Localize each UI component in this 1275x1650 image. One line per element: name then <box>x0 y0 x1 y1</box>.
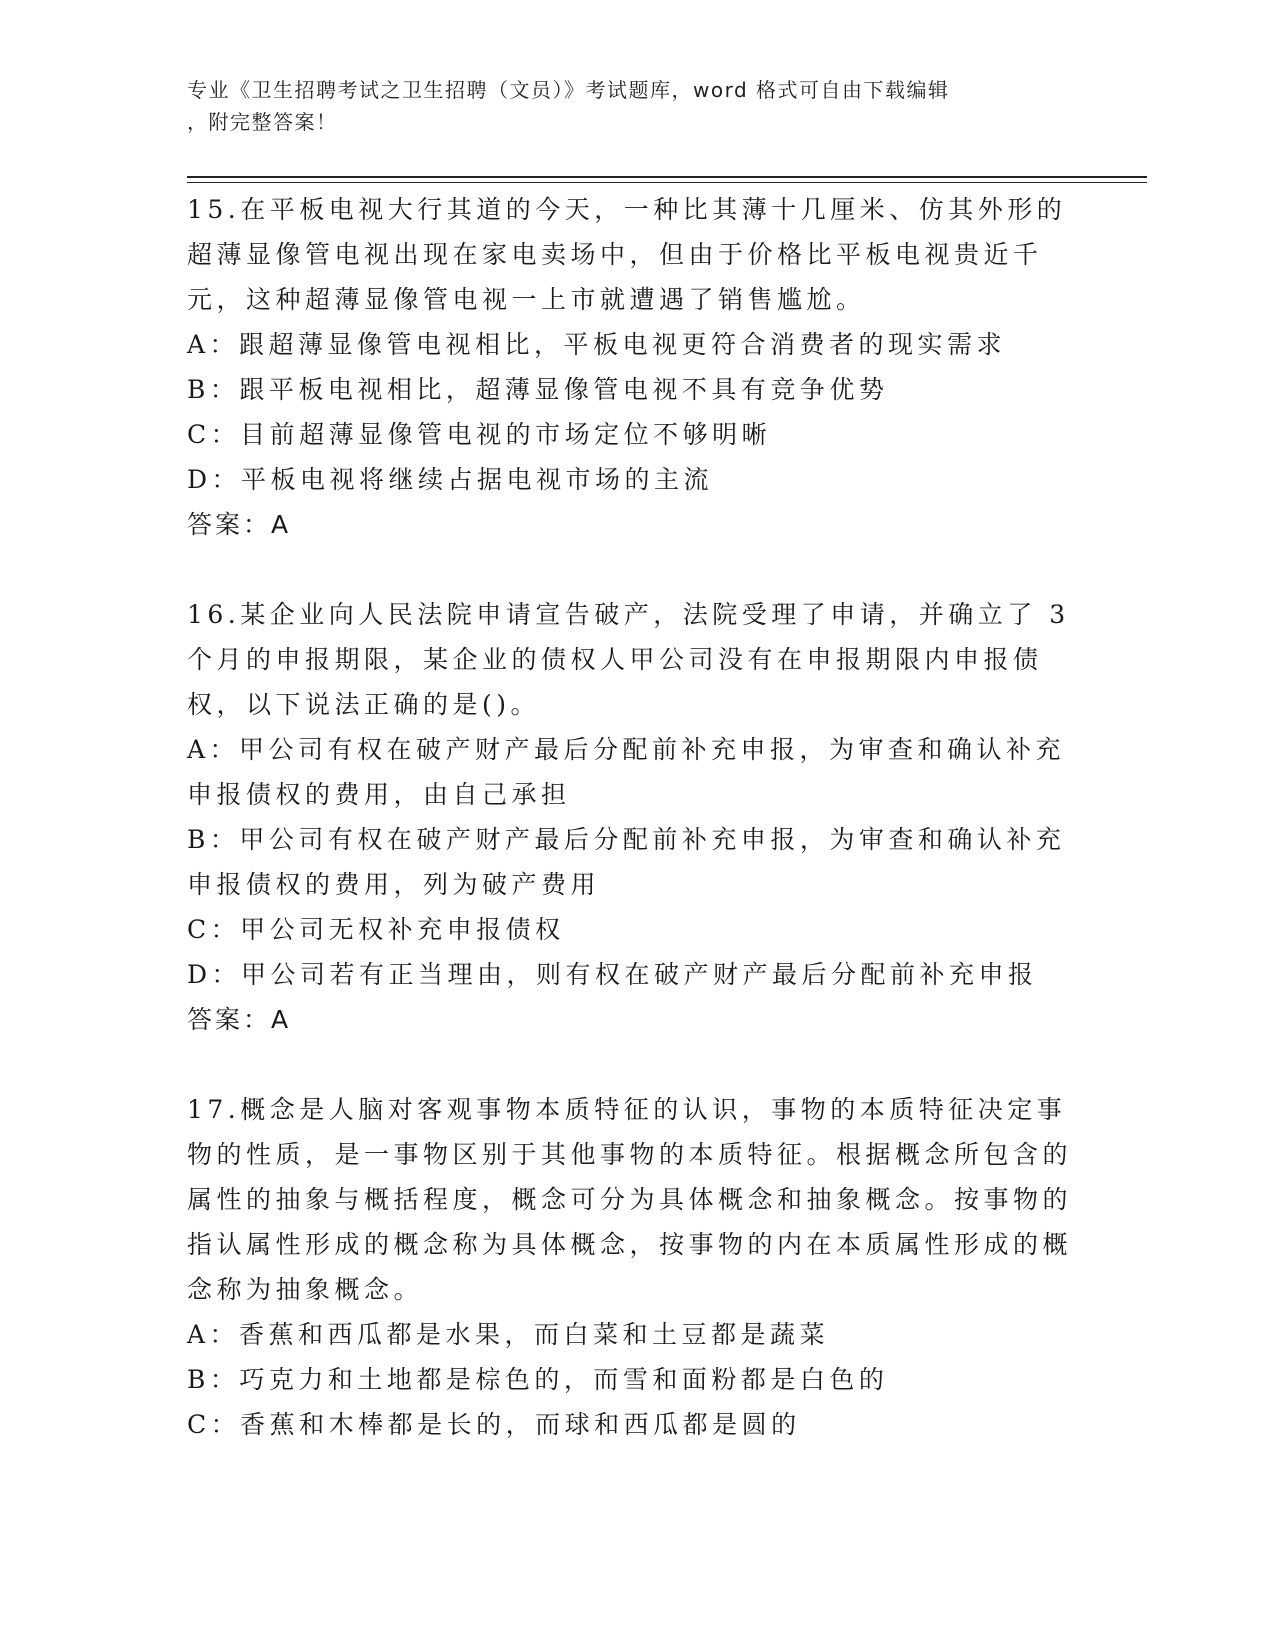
option-b: B：跟平板电视相比，超薄显像管电视不具有竞争优势 <box>187 375 889 404</box>
option-a: A：香蕉和西瓜都是水果，而白菜和土豆都是蔬菜 <box>187 1320 830 1349</box>
answer-label: 答案：A <box>187 510 292 539</box>
question-stem: 15.在平板电视大行其道的今天，一种比其薄十几厘米、仿其外形的超薄显像管电视出现在家电卖场中，但由于价格比平板电视贵近千元，这种超薄显像管电视一上市就遭遇了销售尴尬。 <box>187 195 1067 314</box>
option-d: D：甲公司若有正当理由，则有权在破产财产最后分配前补充申报 <box>187 960 1038 989</box>
option-a: A：跟超薄显像管电视相比，平板电视更符合消费者的现实需求 <box>187 330 1007 359</box>
question-15 <box>187 187 1087 548</box>
option-b: B：甲公司有权在破产财产最后分配前补充申报，为审查和确认补充申报债权的费用，列为破产费用 <box>187 825 1066 899</box>
question-stem: 17.概念是人脑对客观事物本质特征的认识，事物的本质特征决定事物的性质，是一事物区别于其他事物的本质特征。根据概念所包含的属性的抽象与概括程度，概念可分为具体概念和抽象概念。按事物的指认属性形成的概念称为具体概念，按事物的内在本质属性形成的概念称为抽象概念。 <box>187 1095 1073 1304</box>
option-c: C：香蕉和木棒都是长的，而球和西瓜都是圆的 <box>187 1410 801 1439</box>
header-title-line-2: ，附完整答案！ <box>187 110 338 134</box>
option-c: C：甲公司无权补充申报债权 <box>187 915 565 944</box>
option-c: C：目前超薄显像管电视的市场定位不够明晰 <box>187 420 772 449</box>
header-divider-thin <box>187 182 1147 183</box>
question-16 <box>187 592 1087 1043</box>
option-a: A：甲公司有权在破产财产最后分配前补充申报，为审查和确认补充申报债权的费用，由自己承担 <box>187 735 1066 809</box>
header-title-line-1: 专业《卫生招聘考试之卫生招聘（文员）》考试题库，word 格式可自由下载编辑 <box>187 78 950 102</box>
question-stem: 16.某企业向人民法院申请宣告破产，法院受理了申请，并确立了 3 个月的申报期限，某企业的债权人甲公司没有在申报期限内申报债权，以下说法正确的是()。 <box>187 600 1070 719</box>
option-d: D：平板电视将继续占据电视市场的主流 <box>187 465 714 494</box>
header-divider-thick <box>187 176 1147 178</box>
question-17 <box>187 1087 1087 1447</box>
option-b: B：巧克力和土地都是棕色的，而雪和面粉都是白色的 <box>187 1365 889 1394</box>
document-header <box>187 74 1067 138</box>
question-list <box>187 187 1087 1447</box>
answer-label: 答案：A <box>187 1005 292 1034</box>
